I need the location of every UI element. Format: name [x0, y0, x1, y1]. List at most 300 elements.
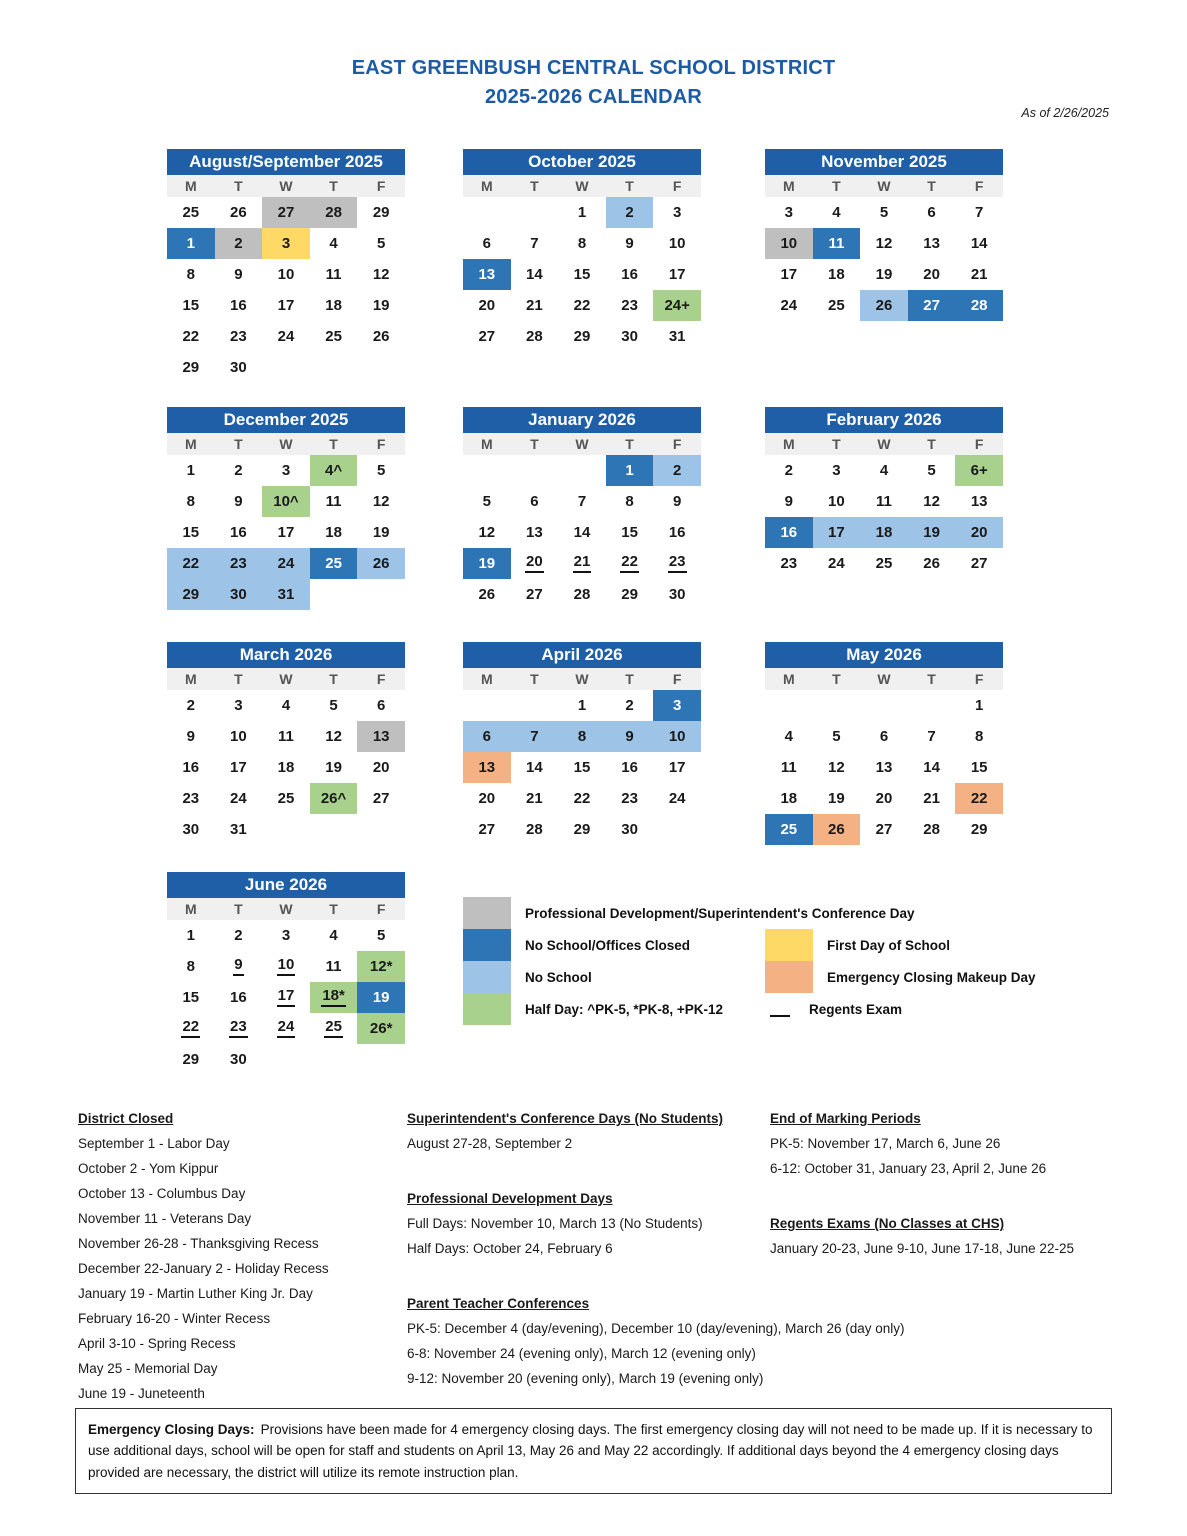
section-district-closed [78, 1106, 398, 1406]
day-cell: 26 [230, 204, 247, 221]
day-cell: 23 [182, 790, 200, 807]
regents-underline-mark [765, 993, 795, 1025]
day-cell: 26 [372, 328, 390, 345]
section-items [407, 1131, 762, 1156]
day-cell: 11 [780, 759, 797, 776]
week-row [167, 259, 405, 290]
weekday-label: T [927, 436, 936, 452]
month-calendar [167, 872, 405, 1075]
day-cell: 20 [923, 266, 940, 283]
legend-item [765, 993, 1036, 1025]
day-cell: 4 [784, 728, 793, 745]
day-cell: 22 [167, 548, 215, 579]
week-row [167, 579, 405, 610]
weekday-label: T [329, 178, 338, 194]
day-cell: 15 [970, 759, 988, 776]
day-cell: 12 [828, 759, 845, 776]
day-cell: 5 [329, 697, 338, 714]
weekday-label: T [625, 436, 634, 452]
day-cell: 12 [325, 728, 342, 745]
day-cell: 7 [975, 204, 984, 221]
day-cell: 18 [325, 297, 342, 314]
day-cell-empty [357, 1044, 405, 1075]
district-title: EAST GREENBUSH CENTRAL SCHOOL DISTRICT [351, 57, 836, 79]
day-cell: 3 [281, 462, 291, 479]
week-row [463, 321, 701, 352]
day-cell: 25 [277, 790, 295, 807]
day-cell-empty [860, 690, 908, 721]
weekday-label: W [279, 178, 293, 194]
day-cell: 3 [832, 462, 841, 479]
week-row [167, 290, 405, 321]
section-heading: Regents Exams (No Classes at CHS) [770, 1216, 1005, 1231]
weekday-label: F [376, 436, 386, 452]
weekday-label: W [877, 178, 891, 194]
day-cell: 10 [277, 266, 295, 283]
day-cell-empty [463, 690, 511, 721]
day-cell: 14 [573, 524, 591, 541]
week-row [765, 814, 1003, 845]
day-cell-empty [262, 352, 310, 383]
day-cell: 12 [478, 524, 496, 541]
day-cell: 8 [186, 958, 195, 975]
week-row [463, 690, 701, 721]
day-cell: 1 [606, 455, 654, 486]
day-cell: 23 [230, 328, 247, 345]
week-row [765, 228, 1003, 259]
week-row [463, 259, 701, 290]
day-cell: 2 [653, 455, 701, 486]
section-item: November 11 - Veterans Day [78, 1211, 252, 1226]
legend-label: Regents Exam [809, 1001, 903, 1017]
emergency-note-text: Provisions have been made for 4 emergency closing days. The first emergency closing day will not need to be made up. If it is necessary to use additional days, school will be open for staff and students on April 13, May 26 and May 22 accordingly. If additional days beyond the 4 emergency closing days provided are necessary, the district will utilize its remote instruction plan. [88, 1422, 1093, 1480]
weekday-label: M [184, 436, 197, 452]
section-items [770, 1236, 1130, 1261]
section-items [407, 1211, 762, 1261]
day-cell: 15 [182, 524, 200, 541]
week-row [167, 920, 405, 951]
day-cell: 27 [908, 290, 956, 321]
day-cell: 27 [875, 821, 893, 838]
day-cell: 8 [186, 266, 195, 283]
day-cell: 5 [377, 462, 386, 479]
day-cell: 17 [230, 759, 247, 776]
month-title: October 2025 [463, 149, 701, 175]
week-row [463, 290, 701, 321]
day-cell: 22 [573, 790, 591, 807]
day-cell: 5 [482, 493, 491, 510]
week-row [765, 548, 1003, 579]
week-row [463, 228, 701, 259]
day-cell-empty [310, 579, 358, 610]
weekday-label: F [974, 671, 984, 687]
weekday-header [765, 175, 1003, 197]
week-row [167, 783, 405, 814]
weekday-label: T [530, 178, 539, 194]
weekday-header [463, 668, 701, 690]
weekday-label: W [575, 671, 589, 687]
day-cell: 23 [621, 790, 638, 807]
weekday-label: W [877, 436, 891, 452]
week-row [167, 321, 405, 352]
day-cell: 27 [478, 328, 496, 345]
section-item: 6-12: October 31, January 23, April 2, June 26 [770, 1161, 1047, 1176]
week-row [765, 783, 1003, 814]
section-item: January 19 - Martin Luther King Jr. Day [78, 1286, 313, 1301]
day-cell: 7 [927, 728, 936, 745]
day-cell: 4 [329, 927, 338, 944]
section-item: June 19 - Juneteenth [78, 1386, 205, 1401]
day-cell: 24+ [653, 290, 701, 321]
weekday-label: M [782, 178, 795, 194]
day-cell: 3 [653, 690, 701, 721]
day-cell: 27 [478, 821, 496, 838]
day-cell: 6 [377, 697, 386, 714]
day-cell: 29 [372, 204, 390, 221]
weekday-label: T [832, 436, 841, 452]
legend-label: Professional Development/Superintendent's Conference Day [525, 905, 915, 921]
page-title [0, 54, 1187, 112]
week-row [167, 548, 405, 579]
day-cell-empty [653, 814, 701, 845]
day-cell: 28 [526, 328, 543, 345]
day-cell: 31 [668, 328, 686, 345]
day-cell: 20 [955, 517, 1003, 548]
day-cell: 2 [215, 228, 263, 259]
month-calendar [765, 407, 1003, 579]
day-cell: 18 [325, 524, 342, 541]
weekday-label: T [329, 671, 338, 687]
day-cell: 17 [262, 982, 310, 1013]
day-cell: 23 [653, 548, 701, 579]
day-cell: 27 [372, 790, 390, 807]
legend-label: No School/Offices Closed [525, 937, 691, 953]
week-row [167, 1013, 405, 1044]
day-cell: 11 [876, 493, 892, 510]
section-professional-development [407, 1186, 762, 1261]
legend-swatch [463, 993, 511, 1025]
month-title: May 2026 [765, 642, 1003, 668]
day-cell: 26 [923, 555, 940, 572]
day-cell: 3 [673, 204, 682, 221]
week-row [167, 1044, 405, 1075]
day-cell-empty [357, 352, 405, 383]
day-cell: 20 [511, 548, 559, 579]
section-item: 6-8: November 24 (evening only), March 12 (evening only) [407, 1346, 756, 1361]
week-row [167, 721, 405, 752]
day-cell: 1 [577, 204, 587, 221]
week-row [765, 197, 1003, 228]
day-cell: 7 [577, 493, 587, 510]
day-cell-empty [463, 197, 511, 228]
day-cell: 21 [558, 548, 606, 579]
week-row [463, 486, 701, 517]
day-cell: 26 [357, 548, 405, 579]
day-cell: 4 [281, 697, 291, 714]
day-cell: 19 [372, 524, 390, 541]
day-cell: 10 [828, 493, 845, 510]
day-cell: 23 [621, 297, 638, 314]
day-cell: 29 [167, 579, 215, 610]
section-heading: Superintendent's Conference Days (No Students) [407, 1111, 724, 1126]
day-cell: 17 [277, 524, 295, 541]
week-row [463, 752, 701, 783]
weekday-label: M [184, 178, 197, 194]
day-cell: 13 [463, 752, 511, 783]
day-cell: 27 [526, 586, 543, 603]
legend-label: Emergency Closing Makeup Day [827, 969, 1036, 985]
day-cell: 25 [310, 1013, 358, 1044]
month-title: April 2026 [463, 642, 701, 668]
weekday-label: W [877, 671, 891, 687]
section-marking-periods [770, 1106, 1130, 1181]
weekday-label: T [234, 436, 243, 452]
day-cell: 18 [780, 790, 798, 807]
day-cell: 29 [182, 359, 200, 376]
day-cell-empty [262, 1044, 310, 1075]
day-cell: 31 [262, 579, 310, 610]
day-cell: 13 [923, 235, 940, 252]
week-row [463, 548, 701, 579]
week-row [765, 690, 1003, 721]
day-cell: 28 [573, 586, 591, 603]
day-cell: 28 [923, 821, 940, 838]
legend-item [765, 961, 1036, 993]
weekday-header [765, 433, 1003, 455]
day-cell: 13 [526, 524, 543, 541]
day-cell: 16 [230, 989, 247, 1006]
section-item: PK-5: November 17, March 6, June 26 [770, 1136, 1001, 1151]
section-heading: Parent Teacher Conferences [407, 1296, 590, 1311]
day-cell: 23 [780, 555, 798, 572]
day-cell: 16 [182, 759, 200, 776]
weekday-label: T [530, 436, 539, 452]
day-cell: 9 [625, 235, 634, 252]
day-cell: 17 [668, 759, 686, 776]
section-right-column [770, 1106, 1130, 1261]
section-heading: District Closed [78, 1111, 174, 1126]
day-cell: 21 [526, 297, 543, 314]
week-row [463, 455, 701, 486]
day-cell: 21 [526, 790, 543, 807]
day-cell: 13 [875, 759, 893, 776]
weekday-label: F [376, 178, 386, 194]
section-item: Half Days: October 24, February 6 [407, 1241, 613, 1256]
weekday-label: W [279, 671, 293, 687]
week-row [463, 579, 701, 610]
weekday-header [167, 668, 405, 690]
day-cell-empty [310, 1044, 358, 1075]
day-cell: 29 [621, 586, 638, 603]
day-cell-empty [813, 690, 861, 721]
month-calendar [463, 407, 701, 610]
weekday-label: F [376, 901, 386, 917]
week-row [167, 486, 405, 517]
day-cell: 8 [558, 721, 606, 752]
weekday-label: W [279, 436, 293, 452]
day-cell-empty [310, 352, 358, 383]
day-cell: 19 [828, 790, 845, 807]
day-cell: 26* [357, 1013, 405, 1044]
day-cell: 25 [828, 297, 845, 314]
day-cell: 28 [526, 821, 543, 838]
day-cell: 15 [573, 759, 591, 776]
day-cell: 24 [262, 1013, 310, 1044]
day-cell: 5 [879, 204, 889, 221]
day-cell: 10 [262, 951, 310, 982]
day-cell: 24 [262, 548, 310, 579]
legend-label: First Day of School [827, 937, 951, 953]
day-cell: 24 [668, 790, 686, 807]
day-cell: 15 [621, 524, 638, 541]
weekday-label: F [672, 436, 682, 452]
section-item: August 27-28, September 2 [407, 1136, 573, 1151]
weekday-label: F [376, 671, 386, 687]
day-cell-empty [511, 690, 559, 721]
day-cell: 30 [668, 586, 686, 603]
section-item: February 16-20 - Winter Recess [78, 1311, 271, 1326]
day-cell: 14 [526, 266, 543, 283]
weekday-header [765, 668, 1003, 690]
weekday-label: W [279, 901, 293, 917]
day-cell: 12 [372, 266, 390, 283]
day-cell: 16 [230, 524, 247, 541]
weekday-label: T [832, 671, 841, 687]
day-cell: 12 [372, 493, 390, 510]
day-cell: 17 [813, 517, 861, 548]
section-items [770, 1131, 1130, 1181]
day-cell-empty [511, 455, 559, 486]
month-calendar [167, 407, 405, 610]
day-cell: 4 [879, 462, 889, 479]
weekday-label: M [782, 436, 795, 452]
day-cell: 8 [625, 493, 634, 510]
calendar-title: 2025-2026 CALENDAR [484, 86, 703, 108]
weekday-label: T [234, 178, 243, 194]
day-cell: 9 [234, 493, 243, 510]
day-cell: 26^ [310, 783, 358, 814]
day-cell-empty [357, 579, 405, 610]
day-cell-empty [463, 455, 511, 486]
month-title: December 2025 [167, 407, 405, 433]
week-row [167, 352, 405, 383]
day-cell: 15 [182, 989, 200, 1006]
section-regents-exams [770, 1211, 1130, 1261]
week-row [167, 752, 405, 783]
day-cell: 30 [621, 328, 638, 345]
day-cell: 28 [955, 290, 1003, 321]
month-calendar [765, 642, 1003, 845]
legend-item [765, 929, 1036, 961]
as-of-date: As of 2/26/2025 [1021, 106, 1109, 120]
day-cell: 1 [186, 462, 195, 479]
day-cell: 2 [625, 697, 634, 714]
day-cell: 25 [875, 555, 893, 572]
day-cell: 31 [230, 821, 247, 838]
weekday-label: T [234, 901, 243, 917]
day-cell: 6 [927, 204, 936, 221]
day-cell: 18 [277, 759, 295, 776]
month-title: February 2026 [765, 407, 1003, 433]
section-item: October 13 - Columbus Day [78, 1186, 246, 1201]
weekday-label: F [672, 671, 682, 687]
day-cell: 25 [765, 814, 813, 845]
day-cell: 22 [182, 328, 200, 345]
day-cell: 26 [478, 586, 496, 603]
week-row [167, 455, 405, 486]
day-cell: 16 [765, 517, 813, 548]
day-cell: 29 [573, 328, 591, 345]
day-cell-empty [310, 814, 358, 845]
section-items [78, 1131, 398, 1406]
day-cell: 16 [230, 297, 247, 314]
section-items [407, 1316, 905, 1391]
day-cell: 14 [923, 759, 940, 776]
day-cell: 23 [215, 1013, 263, 1044]
day-cell: 6 [463, 721, 511, 752]
day-cell: 14 [526, 759, 543, 776]
legend-label: Half Day: ^PK-5, *PK-8, +PK-12 [525, 1001, 724, 1017]
emergency-note [75, 1408, 1112, 1494]
weekday-label: M [480, 671, 493, 687]
legend-label: No School [525, 969, 592, 985]
day-cell: 27 [262, 197, 310, 228]
weekday-label: F [974, 436, 984, 452]
day-cell: 27 [970, 555, 988, 572]
week-row [765, 290, 1003, 321]
week-row [463, 721, 701, 752]
week-row [765, 517, 1003, 548]
weekday-label: T [329, 436, 338, 452]
weekday-header [463, 175, 701, 197]
day-cell: 9 [234, 266, 243, 283]
day-cell-empty [558, 455, 606, 486]
section-heading: Professional Development Days [407, 1191, 613, 1206]
day-cell: 10 [653, 721, 701, 752]
day-cell: 29 [970, 821, 988, 838]
day-cell: 3 [281, 927, 291, 944]
legend-item [463, 897, 915, 929]
weekday-label: W [575, 436, 589, 452]
day-cell: 5 [377, 927, 386, 944]
section-item: October 2 - Yom Kippur [78, 1161, 219, 1176]
day-cell-empty [357, 814, 405, 845]
month-title: June 2026 [167, 872, 405, 898]
section-parent-teacher-conferences [407, 1291, 905, 1391]
day-cell: 8 [186, 493, 195, 510]
week-row [167, 228, 405, 259]
day-cell: 10 [230, 728, 247, 745]
section-heading: End of Marking Periods [770, 1111, 921, 1126]
day-cell: 5 [832, 728, 841, 745]
day-cell: 29 [182, 1051, 200, 1068]
month-calendar [463, 149, 701, 352]
weekday-label: T [329, 901, 338, 917]
legend-right [765, 929, 1036, 1025]
day-cell: 30 [182, 821, 200, 838]
day-cell: 10 [765, 228, 813, 259]
day-cell: 20 [372, 759, 390, 776]
day-cell: 10 [668, 235, 686, 252]
day-cell: 17 [780, 266, 798, 283]
day-cell: 6 [482, 235, 491, 252]
day-cell: 19 [357, 982, 405, 1013]
day-cell: 9 [673, 493, 682, 510]
weekday-label: T [927, 178, 936, 194]
day-cell: 18 [828, 266, 845, 283]
day-cell: 19 [325, 759, 342, 776]
legend-swatch [463, 961, 511, 993]
